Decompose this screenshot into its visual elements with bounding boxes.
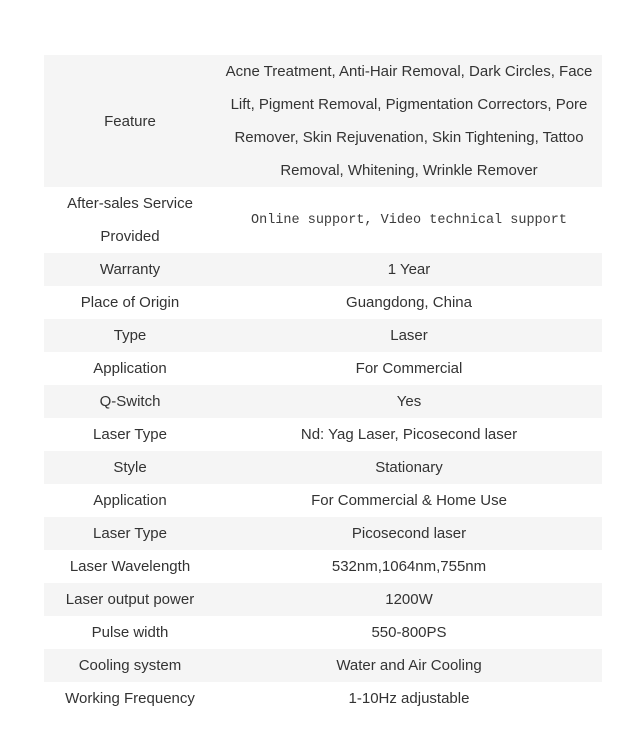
spec-label: Warranty — [99, 261, 161, 278]
spec-value: Acne Treatment, Anti-Hair Removal, Dark Circles, Face Lift, Pigment Removal, Pigmentation Correctors, Pore Remover, Skin Rejuvenation, Skin Tightening, Tattoo Removal, Whitening, Wrinkle Remover — [225, 63, 593, 179]
spec-value: Guangdong, China — [346, 294, 472, 311]
table-row — [44, 187, 602, 253]
spec-label: Style — [113, 459, 147, 476]
table-row — [44, 286, 602, 319]
spec-label: Working Frequency — [65, 690, 195, 707]
product-spec-table — [44, 55, 602, 715]
spec-value: Online support, Video technical support — [251, 212, 567, 228]
table-row — [44, 55, 602, 187]
spec-value: Laser — [390, 327, 428, 344]
table-row — [44, 517, 602, 550]
spec-value: 550-800PS — [371, 624, 447, 641]
spec-value: 1 Year — [387, 261, 431, 278]
table-row — [44, 550, 602, 583]
table-row — [44, 253, 602, 286]
spec-label: Q-Switch — [99, 393, 161, 410]
spec-value: Picosecond laser — [351, 525, 467, 542]
spec-label: Cooling system — [78, 657, 182, 674]
spec-value: 1-10Hz adjustable — [348, 690, 470, 707]
spec-label: Laser Type — [93, 525, 167, 542]
spec-label: Application — [93, 492, 167, 509]
spec-label: Feature — [104, 112, 156, 130]
table-row — [44, 418, 602, 451]
table-row — [44, 583, 602, 616]
table-row — [44, 484, 602, 517]
table-row — [44, 649, 602, 682]
table-row — [44, 352, 602, 385]
spec-label: Type — [113, 327, 147, 344]
table-row — [44, 616, 602, 649]
spec-label: Laser output power — [65, 591, 195, 608]
spec-value: Nd: Yag Laser, Picosecond laser — [300, 426, 518, 443]
spec-value: Yes — [396, 393, 422, 410]
spec-label: Place of Origin — [80, 294, 180, 311]
spec-label: Pulse width — [91, 624, 169, 641]
spec-value: 1200W — [385, 591, 433, 608]
table-row — [44, 682, 602, 715]
spec-value: 532nm,1064nm,755nm — [331, 558, 487, 575]
spec-label: Laser Wavelength — [69, 558, 191, 575]
spec-label: After-sales Service Provided — [67, 195, 193, 245]
spec-value: For Commercial — [355, 360, 463, 377]
table-row — [44, 385, 602, 418]
spec-label: Application — [93, 360, 167, 377]
spec-value: Water and Air Cooling — [336, 657, 482, 674]
table-row — [44, 319, 602, 352]
spec-value: For Commercial & Home Use — [311, 492, 507, 509]
spec-label: Laser Type — [93, 426, 167, 443]
spec-value: Stationary — [375, 459, 443, 476]
table-row — [44, 451, 602, 484]
